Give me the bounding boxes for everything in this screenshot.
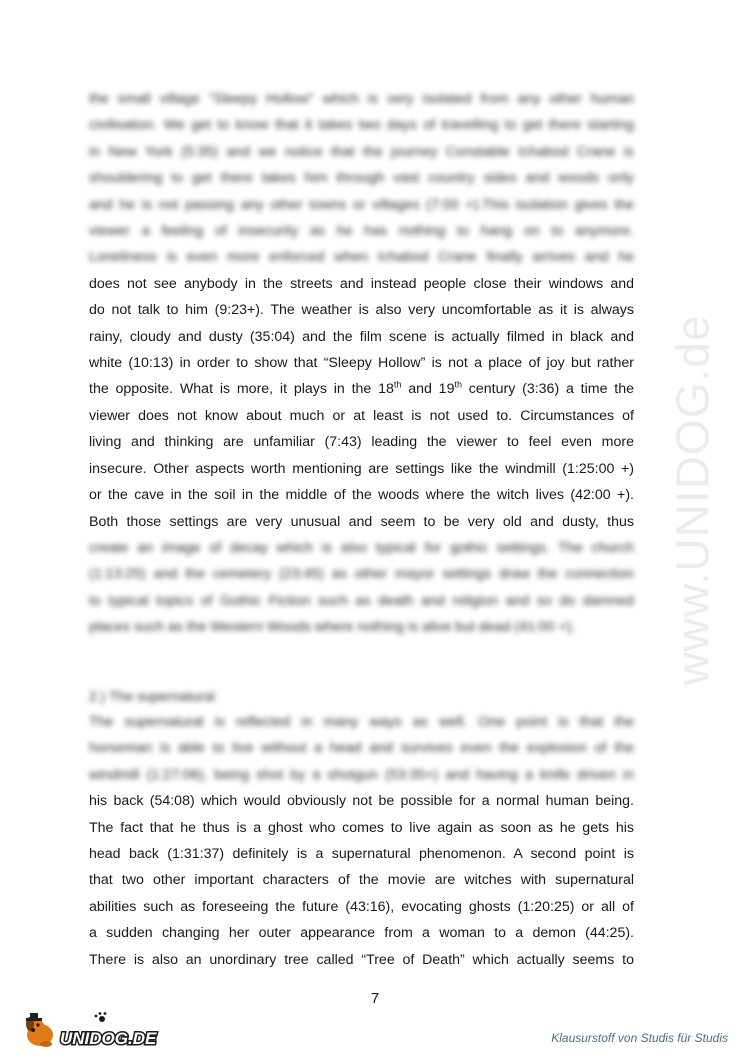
text-line: that two other important characters of the movie are witches with supernatural [89,872,634,889]
text-line: windmill (1:27:06), being shot by a shotgun (53:35+) and having a knife driven in [89,766,634,783]
text-line: civilisation. We get to know that it takes two days of travelling to get there starting [89,117,634,134]
century-line: the opposite. What is more, it plays in the 18th and 19th century (3:36) a time the [89,379,634,398]
text-line: the small village "Sleepy Hollow" which is very isolated from any other human [89,91,634,107]
footer-tagline: Klausurstoff von Studis für Studis [551,1031,728,1045]
text-line: There is also an unordinary tree called “Tree of Death” which actually seems to [89,951,634,968]
paragraph-visible-text-2 [89,403,634,535]
text-line: head back (1:31:37) definitely is a supernatural phenomenon. A second point is [89,846,634,863]
watermark [662,260,722,740]
dog-mascot-icon [26,1013,53,1047]
text-line: viewer does not know about much or at least is not used to. Circumstances of [89,407,634,424]
blurred-text-top [89,86,634,271]
text-line: abilities such as foreseeing the future (43:16), evocating ghosts (1:20:25) or all of [89,898,634,915]
text-line: create an image of decay which is also typical for gothic settings. The church [89,539,634,556]
text-line: to typical topics of Gothic Fiction such as death and religion and so do damned [89,592,634,609]
paragraph-isolation [89,86,634,641]
blurred-text-top [89,709,634,788]
text-line: The fact that he thus is a ghost who comes to live again as soon as he gets his [89,819,634,836]
blurred-text-bottom [89,535,634,641]
unidog-logo [18,1010,178,1050]
text-line: Both those settings are very unusual and seem to be very old and dusty, thus [89,513,634,530]
paw-icon [95,1012,107,1022]
paragraph-visible-text [89,788,634,973]
watermark-text: www.UNIDOG.de [666,314,719,686]
page-number: 7 [370,990,380,1007]
section-heading: 2.) The supernatural [89,688,215,704]
paragraph-visible-text [89,271,634,377]
text-line: (1:13:25) and the cemetery (23:45) as other mayor settings draw the connection [89,566,634,583]
text-line: and he is not passing any other towns or villages (7:00 +).This isolation gives the [89,196,634,213]
text-line: living and thinking are unfamiliar (7:43) leading the viewer to feel even more [89,434,634,451]
text-line: The supernatural is reflected in many ways as well. One point is that the [89,714,634,730]
text-line: his back (54:08) which would obviously not be possible for a normal human being. [89,793,634,810]
text-line: or the cave in the soil in the middle of the woods where the witch lives (42:00 +). [89,487,634,504]
text-line: do not talk to him (9:23+). The weather is also very uncomfortable as it is always [89,302,634,319]
text-line: places such as the Western Woods where nothing is alive but dead (41:00 +). [89,619,576,636]
text-line: in New York (5:35) and we notice that the journey Constable Ichabod Crane is [89,143,634,160]
text-line: white (10:13) in order to show that “Sleepy Hollow” is not a place of joy but rather [89,355,634,372]
text-line: does not see anybody in the streets and instead people close their windows and [89,275,634,292]
text-line: viewer a feeling of insecurity as he has nothing to hang on to anymore. [89,223,634,240]
text-line: insecure. Other aspects worth mentioning are settings like the windmill (1:25:00 +) [89,460,634,477]
section-supernatural [89,683,634,973]
text-line: Loneliness is even more enforced when Ichabod Crane finally arrives and he [89,249,634,266]
logo-text: UNIDOG.DE [60,1029,157,1048]
text-line: rainy, cloudy and dusty (35:04) and the film scene is actually filmed in black and [89,328,634,345]
text-line: a sudden changing her outer appearance from a woman to a demon (44:25). [89,925,634,942]
text-line: shouldering to get there takes him through vast country sides and woods only [89,170,634,187]
text-line: horseman is able to live without a head and survives even the explosion of the [89,740,634,757]
